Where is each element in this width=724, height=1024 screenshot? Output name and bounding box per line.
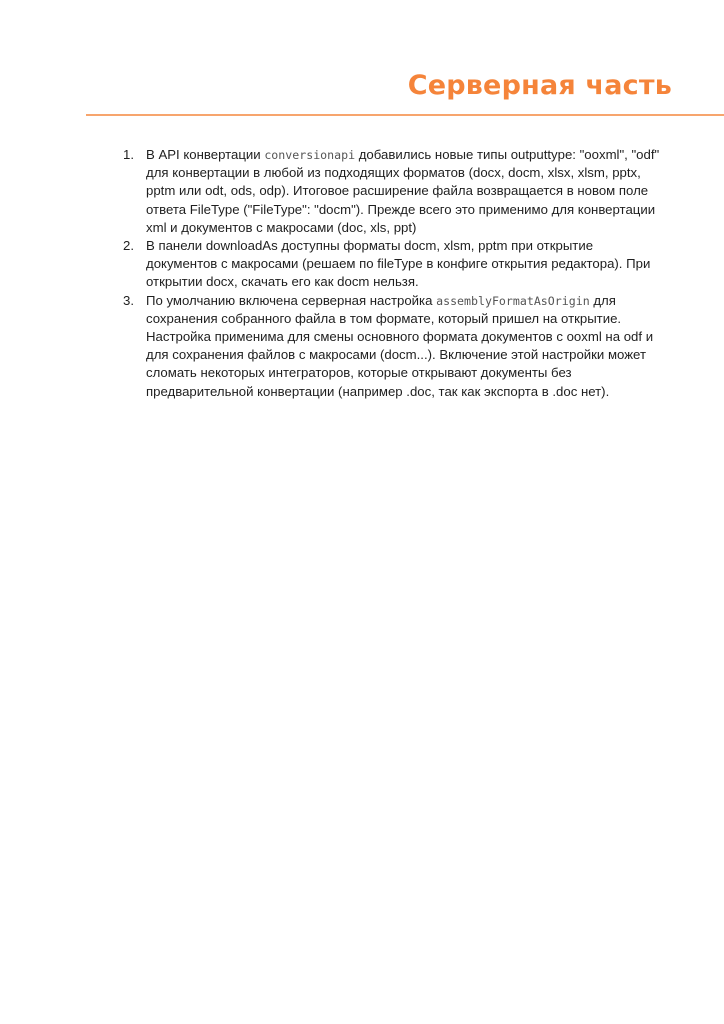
- list-item-number: 3.: [123, 292, 134, 308]
- section-title: Серверная часть: [407, 70, 672, 101]
- list-item-text: В API конвертации: [146, 147, 265, 162]
- changes-list: [123, 146, 663, 401]
- list-item-number: 1.: [123, 147, 134, 162]
- inline-code: assemblyFormatAsOrigin: [436, 293, 590, 308]
- title-divider: [86, 114, 724, 116]
- list-item-text: По умолчанию включена серверная настройка: [146, 292, 437, 308]
- list-item: [123, 292, 663, 401]
- list-item-text: для сохранения собранного файла в том формате, который пришел на открытие. Настройка применима для смены основного формата документов с ooxml на odf и для сохранения файлов с макросами (docm...). Включение этой настройки может сломать некоторых интеграторов, которые открывают документы без предварительной конвертации (например .doc, так как экспорта в .doc нет).: [146, 292, 654, 399]
- list-item: [123, 237, 663, 292]
- inline-code: conversionapi: [264, 148, 356, 162]
- list-item-number: 2.: [123, 238, 134, 254]
- list-item-text: добавились новые типы outputtype: "ooxml", "odf" для конвертации в любой из подходящих форматов (docx, docm, xlsx, xlsm, pptx, pptm или odt, ods, odp). Итоговое расширение файла возвращается в новом поле ответа FileType ("FileType": "docm"). Прежде всего это применимо для конвертации xml и документов с макросами (doc, xls, ppt): [146, 147, 660, 235]
- list-item-text: В панели downloadAs доступны форматы docm, xlsm, pptm при открытие документов с макросами (решаем по fileType в конфиге открытия редактора). При открытии docx, скачать его как docm нельзя.: [146, 238, 651, 290]
- list-item: [123, 146, 663, 237]
